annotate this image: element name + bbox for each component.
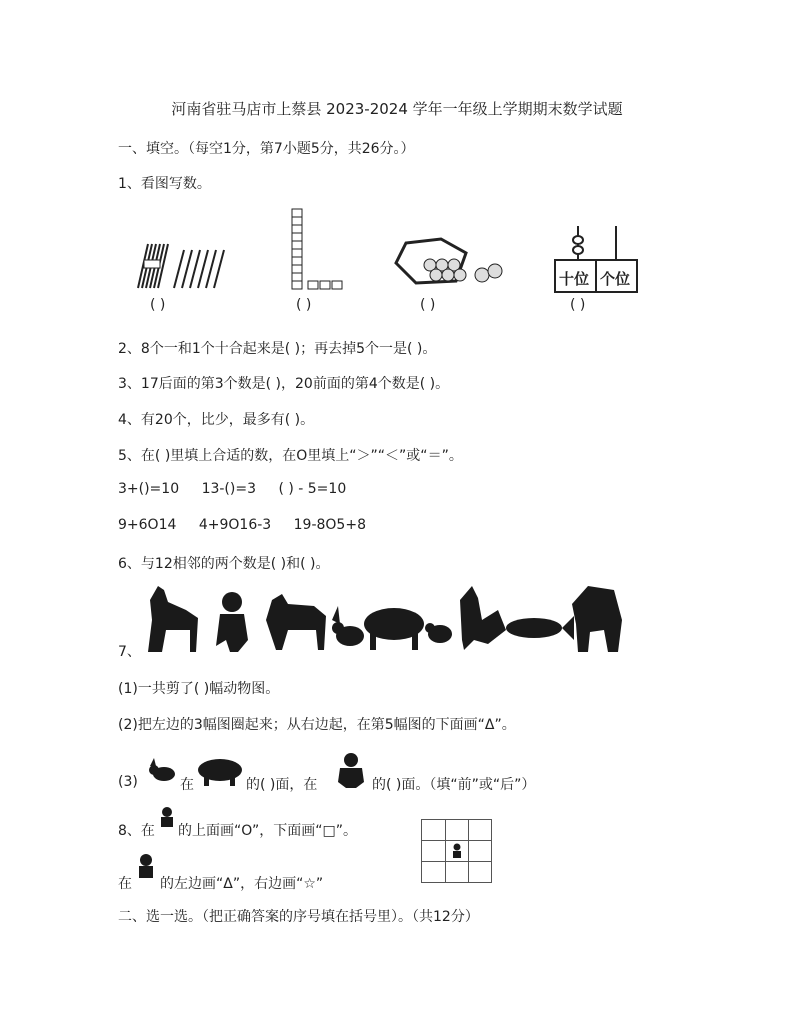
bundled-sticks-figure (130, 238, 240, 293)
q1-blank-3[interactable]: ( ) (420, 297, 436, 313)
q5-item: 9+6O14 (118, 517, 177, 533)
rooster-icon (460, 586, 506, 650)
monkey-icon (334, 752, 368, 788)
animal-papercuts-row (142, 580, 622, 655)
q4-text: 4、有20个，比少，最多有( )。 (118, 412, 315, 428)
pig-icon (196, 756, 244, 786)
rabbit-icon (332, 606, 364, 646)
q8-line2-text: 的左边画“Δ”，右边画“☆” (160, 876, 324, 892)
place-value-tens: 十位 (559, 270, 590, 288)
q5-item: 4+9O16-3 (198, 517, 272, 533)
tiger-icon (572, 586, 622, 652)
fish-icon (506, 616, 574, 640)
goat-icon (266, 594, 326, 650)
figure-icon (451, 843, 463, 859)
mouse-icon (425, 623, 452, 643)
q8-line1-text: 的上面画“O”，下面画“□”。 (178, 823, 358, 839)
q5-item: 19-8O5+8 (293, 517, 366, 533)
q7-sub3-in: 在 (180, 777, 194, 793)
q7-sub3-prefix: (3) (118, 774, 138, 790)
q1-blank-4[interactable]: ( ) (570, 297, 586, 313)
q5-item: 3+()=10 (118, 481, 180, 497)
cube-tower-figure (288, 207, 358, 297)
q8-line1-prefix: 8、在 (118, 823, 155, 839)
q7-sub2: (2)把左边的3幅图圈起来；从右边起，在第5幅图的下面画“Δ”。 (118, 717, 516, 733)
monkey-icon (216, 592, 248, 652)
q6-text: 6、与12相邻的两个数是( )和( )。 (118, 556, 330, 572)
q7-sub3-end: 的( )面。（填“前”或“后”） (372, 777, 536, 793)
figure-icon (136, 852, 156, 880)
bead-necklace-figure (386, 233, 506, 293)
q7-label: 7、 (118, 644, 141, 660)
q7-sub1: (1)一共剪了( )幅动物图。 (118, 681, 280, 697)
section2-heading: 二、选一选。（把正确答案的序号填在括号里）。（共12分） (118, 909, 479, 925)
place-value-ones: 个位 (600, 270, 631, 288)
q1-blank-1[interactable]: ( ) (150, 297, 166, 313)
q8-line2-prefix: 在 (118, 876, 132, 892)
q5-text: 5、在( )里填上合适的数，在O里填上“＞”“＜”或“＝”。 (118, 448, 463, 464)
rabbit-icon (146, 758, 176, 782)
q5-item: ( ) - 5=10 (278, 481, 347, 497)
figure-icon (158, 806, 176, 828)
q7-sub3-mid: 的( )面，在 (246, 777, 318, 793)
q5-item: 13-()=3 (201, 481, 256, 497)
horse-icon (148, 586, 198, 652)
q1-blank-2[interactable]: ( ) (296, 297, 312, 313)
q5-row2 (118, 517, 384, 533)
q8-grid (421, 819, 492, 883)
section1-heading: 一、填空。（每空1分，第7小题5分，共26分。） (118, 141, 415, 157)
q5-row1 (118, 481, 364, 497)
page-title: 河南省驻马店市上蔡县 2023-2024 学年一年级上学期期末数学试题 (171, 100, 623, 118)
q2-text: 2、8个一和1个十合起来是( )；再去掉5个一是( )。 (118, 341, 437, 357)
pig-icon (364, 608, 424, 650)
q1-text: 1、看图写数。 (118, 176, 211, 192)
q3-text: 3、17后面的第3个数是( )，20前面的第4个数是( )。 (118, 376, 450, 392)
